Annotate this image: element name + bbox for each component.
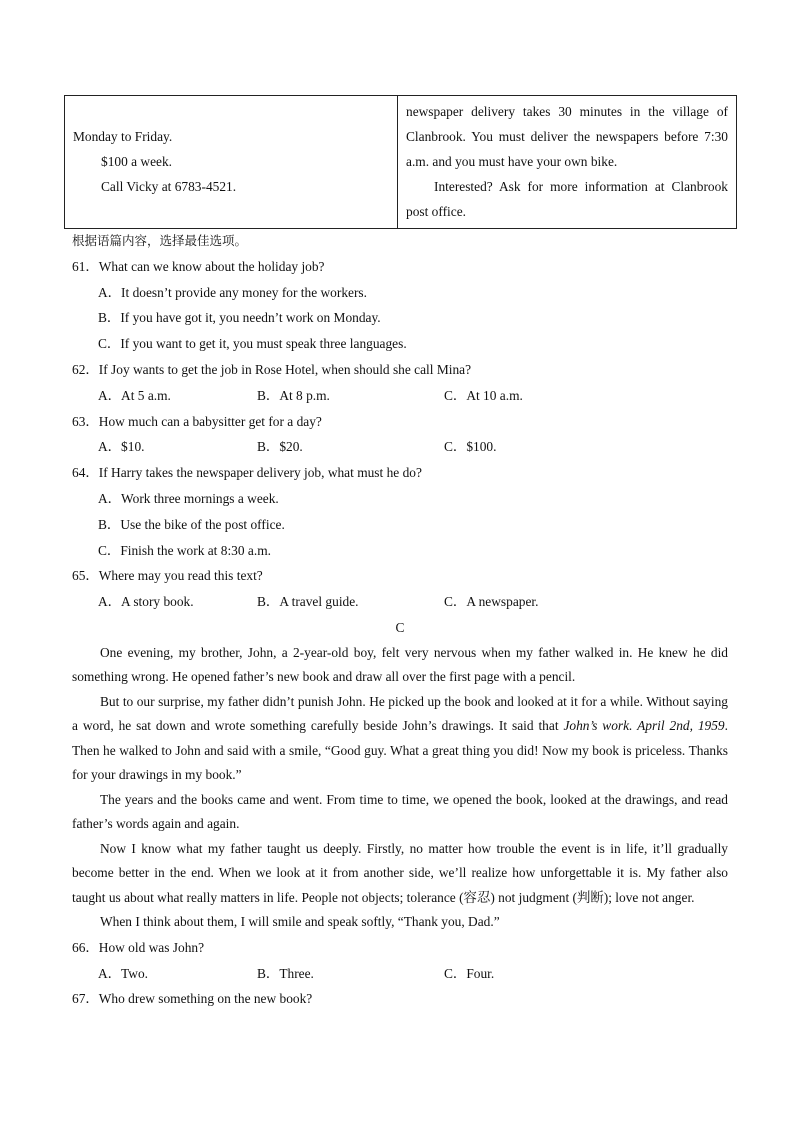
- answer-option: C．A newspaper.: [444, 594, 539, 610]
- passage-italic-text: John’s work. April 2nd, 1959: [563, 718, 725, 734]
- ad-left-line: $100 a week.: [101, 154, 173, 169]
- passage-paragraph: The years and the books came and went. From time to time, we opened the book, looked at the drawings, and read father’s words again and again.: [72, 791, 728, 832]
- answer-option: A．Two.: [98, 965, 149, 981]
- ad-left-line: Call Vicky at 6783-4521.: [101, 179, 237, 194]
- passage-paragraph: When I think about them, I will smile and speak softly, “Thank you, Dad.”: [100, 914, 500, 930]
- answer-option: B．If you have got it, you needn’t work on Monday.: [98, 310, 381, 326]
- answer-option: A．Work three mornings a week.: [98, 490, 279, 506]
- answer-option: C．Four.: [444, 965, 495, 981]
- ad-right-text: Interested? Ask for more information at Clanbrook post office.: [406, 179, 728, 219]
- answer-option: C．$100.: [444, 439, 497, 455]
- question-stem: 61．What can we know about the holiday job?: [72, 258, 325, 274]
- answer-option: C．If you want to get it, you must speak three languages.: [98, 336, 407, 352]
- ad-left-line: Monday to Friday.: [73, 129, 173, 144]
- answer-option: A．It doesn’t provide any money for the workers.: [98, 284, 367, 300]
- question-stem: 66．How old was John?: [72, 939, 205, 955]
- question-stem: 62．If Joy wants to get the job in Rose Hotel, when should she call Mina?: [72, 361, 472, 377]
- question-stem: 65．Where may you read this text?: [72, 568, 263, 584]
- instruction: 根据语篇内容，选择最佳选项。: [72, 233, 248, 248]
- answer-option: B．Use the bike of the post office.: [98, 516, 285, 532]
- ad-right-text: newspaper delivery takes 30 minutes in the village of Clanbrook. You must deliver the newspapers before 7:30 a.m. and you must have your own bike.: [406, 104, 728, 169]
- passage-text: . Then he walked to John and said with a smile, “Good guy. What a great thing you did! Now my book is priceless. Thanks for your drawings in my book.”: [72, 718, 728, 783]
- answer-option: A．$10.: [98, 439, 145, 455]
- passage-paragraph: [72, 690, 728, 788]
- answer-option: B．Three.: [257, 965, 314, 981]
- passage-text: But to our surprise, my father didn’t punish John. He picked up the book and looked at it for a while. Without saying a word, he sat down and wrote something carefully beside John’s drawings. It said that: [72, 693, 728, 734]
- answer-option: B．$20.: [257, 439, 303, 455]
- option-row: [72, 961, 728, 987]
- option-row: [72, 383, 728, 409]
- answer-option: B．At 8 p.m.: [257, 387, 330, 403]
- answer-option: A．At 5 a.m.: [98, 387, 171, 403]
- ad-cell-right: [398, 96, 736, 228]
- answer-option: C．Finish the work at 8:30 a.m.: [98, 542, 271, 558]
- question-stem: 67．Who drew something on the new book?: [72, 991, 313, 1007]
- answer-option: B．A travel guide.: [257, 594, 359, 610]
- answer-option: A．A story book.: [98, 594, 194, 610]
- option-row: [72, 434, 728, 460]
- passage-paragraph: Now I know what my father taught us deeply. Firstly, no matter how trouble the event is in life, it’ll gradually become better in the end. When we look at it from another side, we’ll realize how unforgettable it is. My father also taught us about what really matters in life. People not objects; tolerance (容忍) not judgment (判断); love not anger.: [72, 840, 728, 905]
- ad-cell-left: [65, 96, 398, 228]
- option-row: [72, 589, 728, 615]
- question-area: [72, 228, 728, 1012]
- answer-option: C．At 10 a.m.: [444, 387, 523, 403]
- question-stem: 64．If Harry takes the newspaper delivery job, what must he do?: [72, 465, 422, 481]
- job-ad-table: [64, 95, 737, 229]
- section-label: C: [395, 619, 405, 635]
- passage-paragraph: One evening, my brother, John, a 2-year-old boy, felt very nervous when my father walked in. He knew he did something wrong. He opened father’s new book and draw all over the first page with a pencil.: [72, 644, 728, 685]
- question-stem: 63．How much can a babysitter get for a day?: [72, 413, 322, 429]
